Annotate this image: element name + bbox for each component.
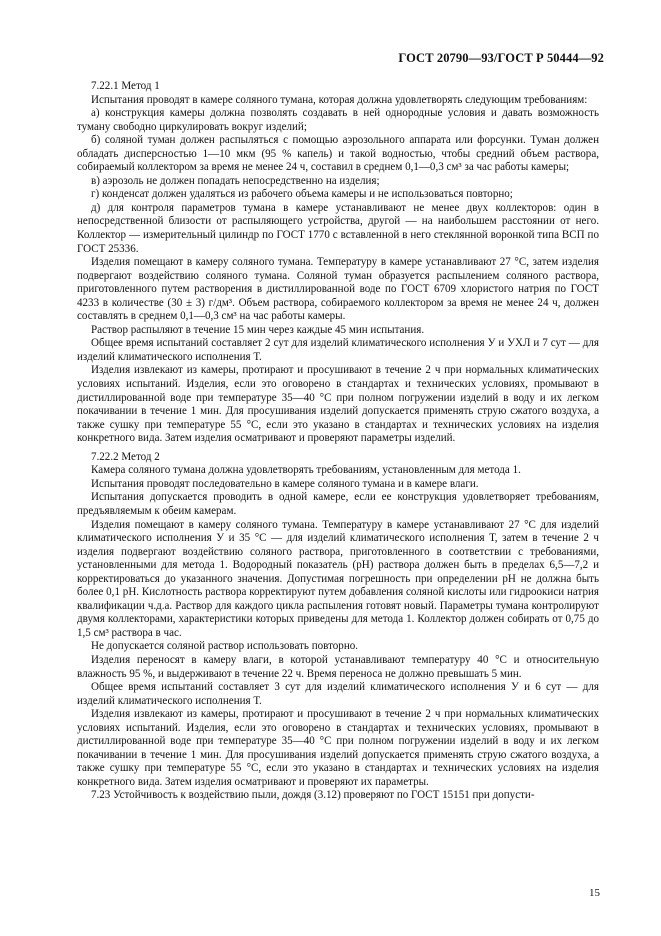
document-body — [77, 80, 599, 803]
list-item: д) для контроля параметров тумана в камере устанавливают не менее двух коллекторов: один в непосредственной близости от распыляющего устройства, другой — на наибольшем расстоянии от него. Коллектор — измерительный цилиндр по ГОСТ 1770 с вставленной в него стеклянной воронкой типа ВСП по ГОСТ 25336. — [77, 201, 599, 255]
paragraph: Испытания допускается проводить в одной камере, если ее конструкция удовлетворяет требованиям, предъявляемым к обеим камерам. — [77, 491, 599, 517]
list-item: б) соляной туман должен распыляться с помощью аэрозольного аппарата или форсунки. Туман должен обладать дисперсностью 1—10 мкм (95 % капель) и такой водностью, чтобы средний объем раствора, собираемый коллектором за время не менее 24 ч, составил в среднем 0,1—0,3 см³ за час работы камеры; — [77, 134, 599, 174]
paragraph: Камера соляного тумана должна удовлетворять требованиям, установленным для метода 1. — [91, 464, 521, 477]
page-number: 15 — [589, 887, 600, 899]
paragraph: Общее время испытаний составляет 3 сут для изделий климатического исполнения У и 6 сут — для изделий климатического исполнения Т. — [77, 681, 599, 707]
paragraph: Изделия переносят в камеру влаги, в которой устанавливают температуру 40 °С и относительную влажность 95 %, и выдерживают в течение 22 ч. Время переноса не должно превышать 5 мин. — [77, 653, 599, 680]
paragraph: Не допускается соляной раствор использовать повторно. — [91, 640, 359, 653]
page-header: ГОСТ 20790—93/ГОСТ Р 50444—92 — [398, 51, 604, 65]
paragraph: 7.23 Устойчивость к воздействию пыли, дождя (3.12) проверяют по ГОСТ 15151 при допусти- — [91, 789, 535, 802]
paragraph: Изделия извлекают из камеры, протирают и просушивают в течение 2 ч при нормальных климатических условиях испытаний. Изделия, если это оговорено в стандартах и технических условиях, промывают в дистиллированной воде при температуре 35—40 °С при полном погружении изделий в воду и их легком покачивании в течение 1 мин. Для просушивания изделий допускается применять струю сжатого воздуха, а также сушку при температуре 55 °С, если это указано в стандартах и технических условиях на изделия конкретного вида. Затем изделия осматривают и проверяют их параметры. — [77, 708, 599, 788]
list-item: г) конденсат должен удаляться из рабочего объема камеры и не использоваться повторно; — [91, 188, 513, 201]
list-item: а) конструкция камеры должна позволять создавать в ней однородные условия и давать возможность туману свободно циркулировать вокруг изделий; — [77, 107, 599, 133]
paragraph: Испытания проводят последовательно в камере соляного тумана и в камере влаги. — [91, 477, 479, 490]
section-heading: 7.22.2 Метод 2 — [91, 450, 160, 463]
list-item: в) аэрозоль не должен попадать непосредственно на изделия; — [91, 174, 380, 187]
paragraph: Изделия извлекают из камеры, протирают и просушивают в течение 2 ч при нормальных климатических условиях испытаний. Изделия, если это оговорено в стандартах и технических условиях, промывают в дистиллированной воде при температуре 35—40 °С при полном погружении изделий в воду и их легком покачивании в течение 1 мин. Для просушивания изделий допускается применять струю сжатого воздуха, а также сушку при температуре 55 °С, если это указано в стандартах и технических условиях на изделия конкретного вида. Затем изделия осматривают и проверяют параметры изделий. — [77, 364, 599, 445]
section-heading: 7.22.1 Метод 1 — [91, 80, 160, 92]
paragraph: Испытания проводят в камере соляного тумана, которая должна удовлетворять следующим требованиям: — [91, 93, 588, 106]
paragraph: Общее время испытаний составляет 2 сут для изделий климатического исполнения У и УХЛ и 7 сут — для изделий климатического исполнения Т. — [77, 337, 599, 363]
paragraph: Изделия помещают в камеру соляного тумана. Температуру в камере устанавливают 27 °С, затем изделия подвергают воздействию соляного тумана. Соляной туман образуется распылением соляного раствора, приготовленного путем растворения в дистиллированной воде по ГОСТ 6709 хлористого натрия по ГОСТ 4233 в количестве (30 ± 3) г/дм³. Объем раствора, собираемого коллектором за время не менее 24 ч, должен составлять в среднем 0,1—0,3 см³ на час работы камеры. — [77, 256, 599, 323]
paragraph: Изделия помещают в камеру соляного тумана. Температуру в камере устанавливают 27 °С для изделий климатического исполнения У и 35 °С — для изделий климатического исполнения Т, затем в течение 2 ч изделия подвергают воздействию соляного раствора, приготовленного в соответствии с требованиями, установленными для метода 1. Водородный показатель (рН) раствора должен быть в пределах 6,5—7,2 и корректироваться до указанного значения. Допустимая погрешность при определении рН не должна быть более 0,1 рН. Кислотность раствора корректируют путем добавления соляной кислоты или гидроокиси натрия квалификации ч.д.а. Раствор для каждого цикла распыления готовят новый. Параметры тумана контролируют двумя коллекторами, характеристики которых приведены для метода 1. Коллектор должен собирать от 0,75 до 1,5 см³ раствора в час. — [77, 518, 599, 639]
paragraph: Раствор распыляют в течение 15 мин через каждые 45 мин испытания. — [91, 323, 425, 336]
